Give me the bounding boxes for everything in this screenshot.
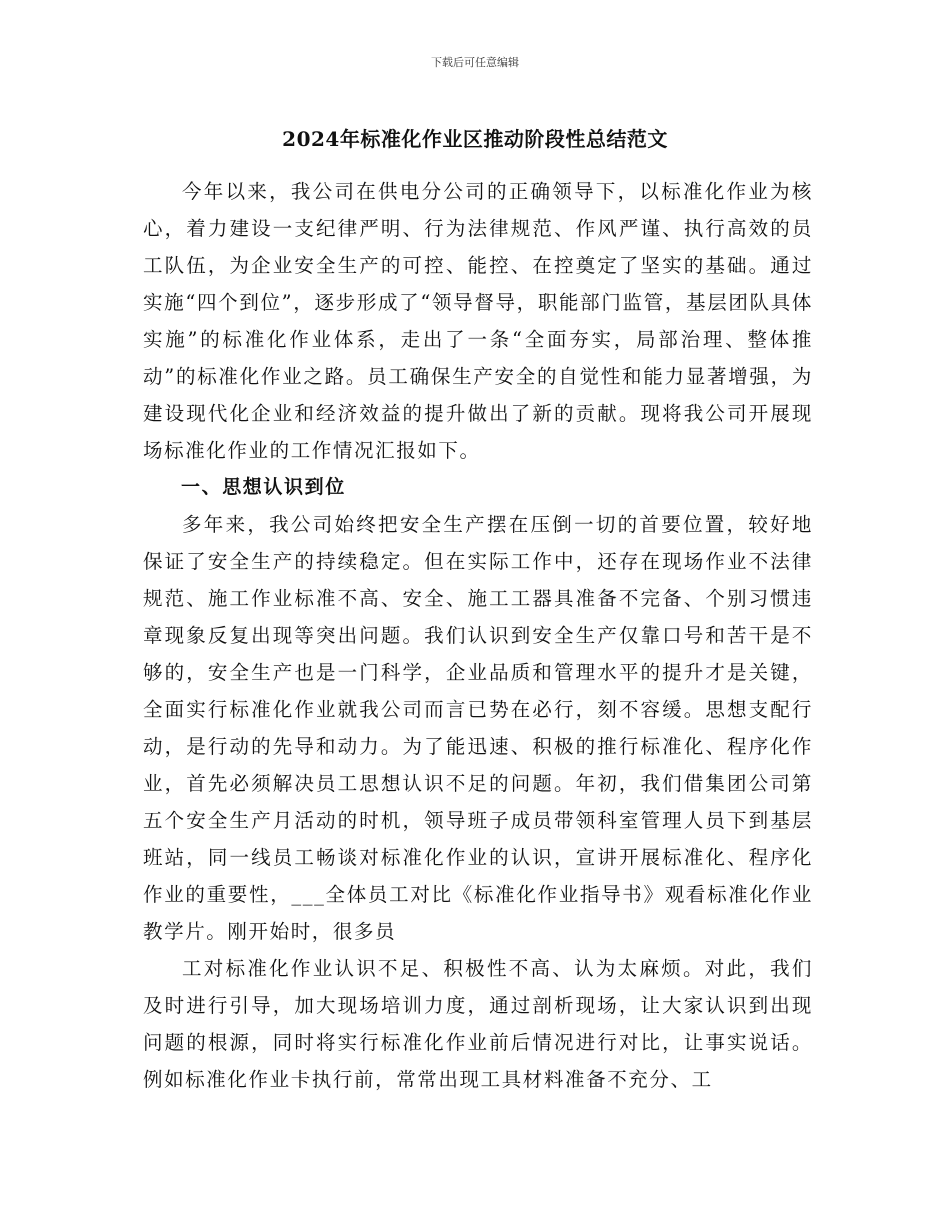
- paragraph-section-1-cont: 工对标准化作业认识不足、积极性不高、认为太麻烦。对此，我们及时进行引导，加大现场培训力度，通过剖析现场，让大家认识到出现问题的根源，同时将实行标准化作业前后情况进行对比，让事实说话。例如标准化作业卡执行前，常常出现工具材料准备不充分、工: [143, 957, 813, 1091]
- paragraph-intro: 今年以来，我公司在供电分公司的正确领导下，以标准化作业为核心，着力建设一支纪律严明、行为法律规范、作风严谨、执行高效的员工队伍，为企业安全生产的可控、能控、在控奠定了坚实的基础。通过实施“四个到位”，逐步形成了“领导督导，职能部门监管，基层团队具体实施”的标准化作业体系，走出了一条“全面夯实，局部治理、整体推动”的标准化作业之路。员工确保生产安全的自觉性和能力显著增强，为建设现代化企业和经济效益的提升做出了新的贡献。现将我公司开展现场标准化作业的工作情况汇报如下。: [143, 180, 813, 462]
- document-title: 2024年标准化作业区推动阶段性总结范文: [282, 127, 668, 151]
- header-note: 下载后可任意编辑: [431, 56, 519, 69]
- document-body: [143, 173, 813, 1098]
- section-heading-1: 一、思想认识到位: [181, 476, 346, 498]
- paragraph-section-1: 多年来，我公司始终把安全生产摆在压倒一切的首要位置，较好地保证了安全生产的持续稳定。但在实际工作中，还存在现场作业不法律规范、施工作业标准不高、安全、施工工器具准备不完备、个别习惯违章现象反复出现等突出问题。我们认识到安全生产仅靠口号和苦干是不够的，安全生产也是一门科学，企业品质和管理水平的提升才是关键，全面实行标准化作业就我公司而言已势在必行，刻不容缓。思想支配行动，是行动的先导和动力。为了能迅速、积极的推行标准化、程序化作业，首先必须解决员工思想认识不足的问题。年初，我们借集团公司第五个安全生产月活动的时机，领导班子成员带领科室管理人员下到基层班站，同一线员工畅谈对标准化作业的认识，宣讲开展标准化、程序化作业的重要性，___全体员工对比《标准化作业指导书》观看标准化作业教学片。刚开始时，很多员: [143, 513, 813, 943]
